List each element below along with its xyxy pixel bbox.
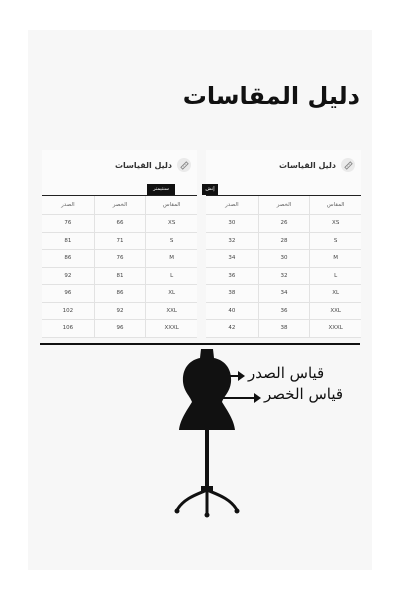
- cell-size: XS: [145, 215, 197, 232]
- column-header-waist: الخصر: [94, 196, 146, 214]
- cell-chest: 36: [228, 272, 236, 279]
- cell-waist: 71: [94, 233, 146, 250]
- cell-size: XXL: [309, 303, 361, 320]
- table-row: [42, 268, 197, 286]
- table-row: [206, 285, 361, 303]
- cell-waist: 26: [258, 215, 310, 232]
- cell-chest: 42: [228, 325, 236, 332]
- size-table-inch: [206, 150, 361, 338]
- cell-waist: 76: [94, 250, 146, 267]
- card-header: [115, 156, 191, 174]
- table-row: [206, 215, 361, 233]
- cell-chest: 38: [228, 290, 236, 297]
- cell-size: L: [309, 268, 361, 285]
- cell-chest: 34: [228, 255, 236, 262]
- cell-waist: 92: [94, 303, 146, 320]
- table-row: [42, 285, 197, 303]
- cell-chest: 102: [62, 307, 74, 314]
- cell-size: XXXL: [309, 320, 361, 337]
- card-header: [279, 156, 355, 174]
- cell-size: XXL: [145, 303, 197, 320]
- cell-size: M: [309, 250, 361, 267]
- cell-waist: 34: [258, 285, 310, 302]
- card-title: دليل القياسات: [279, 160, 336, 170]
- table-row: [42, 320, 197, 338]
- cell-waist: 32: [258, 268, 310, 285]
- cell-size: S: [145, 233, 197, 250]
- cell-chest: 92: [64, 272, 72, 279]
- cell-size: XL: [145, 285, 197, 302]
- cell-waist: 28: [258, 233, 310, 250]
- unit-tab-cm: سنتيمتر: [147, 184, 175, 195]
- column-header-size: المقاس: [309, 196, 361, 214]
- cell-waist: 38: [258, 320, 310, 337]
- cell-chest: 81: [64, 237, 72, 244]
- table-row: [42, 303, 197, 321]
- unit-tab-inch: إنش: [202, 184, 218, 195]
- cell-waist: 96: [94, 320, 146, 337]
- ruler-icon: [341, 158, 355, 172]
- page-title: دليل المقاسات: [182, 82, 360, 110]
- cell-size: XXXL: [145, 320, 197, 337]
- waist-measure-label: قياس الخصر: [264, 385, 344, 403]
- cell-waist: 81: [94, 268, 146, 285]
- ruler-icon: [177, 158, 191, 172]
- cell-chest: 76: [64, 220, 72, 227]
- cell-size: XL: [309, 285, 361, 302]
- table-row: [206, 250, 361, 268]
- table-header-row: [206, 196, 361, 215]
- table-row: [42, 215, 197, 233]
- size-table: [42, 195, 197, 338]
- size-table-cm: [42, 150, 197, 338]
- cell-chest: 32: [228, 237, 236, 244]
- card-title: دليل القياسات: [115, 160, 172, 170]
- cell-chest: 86: [64, 255, 72, 262]
- cell-waist: 86: [94, 285, 146, 302]
- cell-waist: 66: [94, 215, 146, 232]
- cell-chest: 30: [228, 220, 236, 227]
- cell-waist: 30: [258, 250, 310, 267]
- cell-size: M: [145, 250, 197, 267]
- table-row: [206, 233, 361, 251]
- table-row: [206, 268, 361, 286]
- size-table: [206, 195, 361, 338]
- bust-arrow-icon: [212, 375, 240, 377]
- column-header-size: المقاس: [145, 196, 197, 214]
- mannequin-icon: [172, 346, 242, 521]
- bust-measure-label: قياس الصدر: [248, 364, 325, 382]
- table-header-row: [42, 196, 197, 215]
- column-header-waist: الخصر: [258, 196, 310, 214]
- column-header-chest: الصدر: [61, 202, 75, 208]
- cell-waist: 36: [258, 303, 310, 320]
- table-row: [206, 303, 361, 321]
- table-row: [42, 250, 197, 268]
- cell-chest: 96: [64, 290, 72, 297]
- column-header-chest: الصدر: [225, 202, 239, 208]
- cell-size: L: [145, 268, 197, 285]
- cell-chest: 106: [62, 325, 74, 332]
- table-row: [206, 320, 361, 338]
- section-divider: [40, 343, 360, 345]
- cell-size: S: [309, 233, 361, 250]
- cell-size: XS: [309, 215, 361, 232]
- table-row: [42, 233, 197, 251]
- cell-chest: 40: [228, 307, 236, 314]
- waist-arrow-icon: [208, 397, 256, 399]
